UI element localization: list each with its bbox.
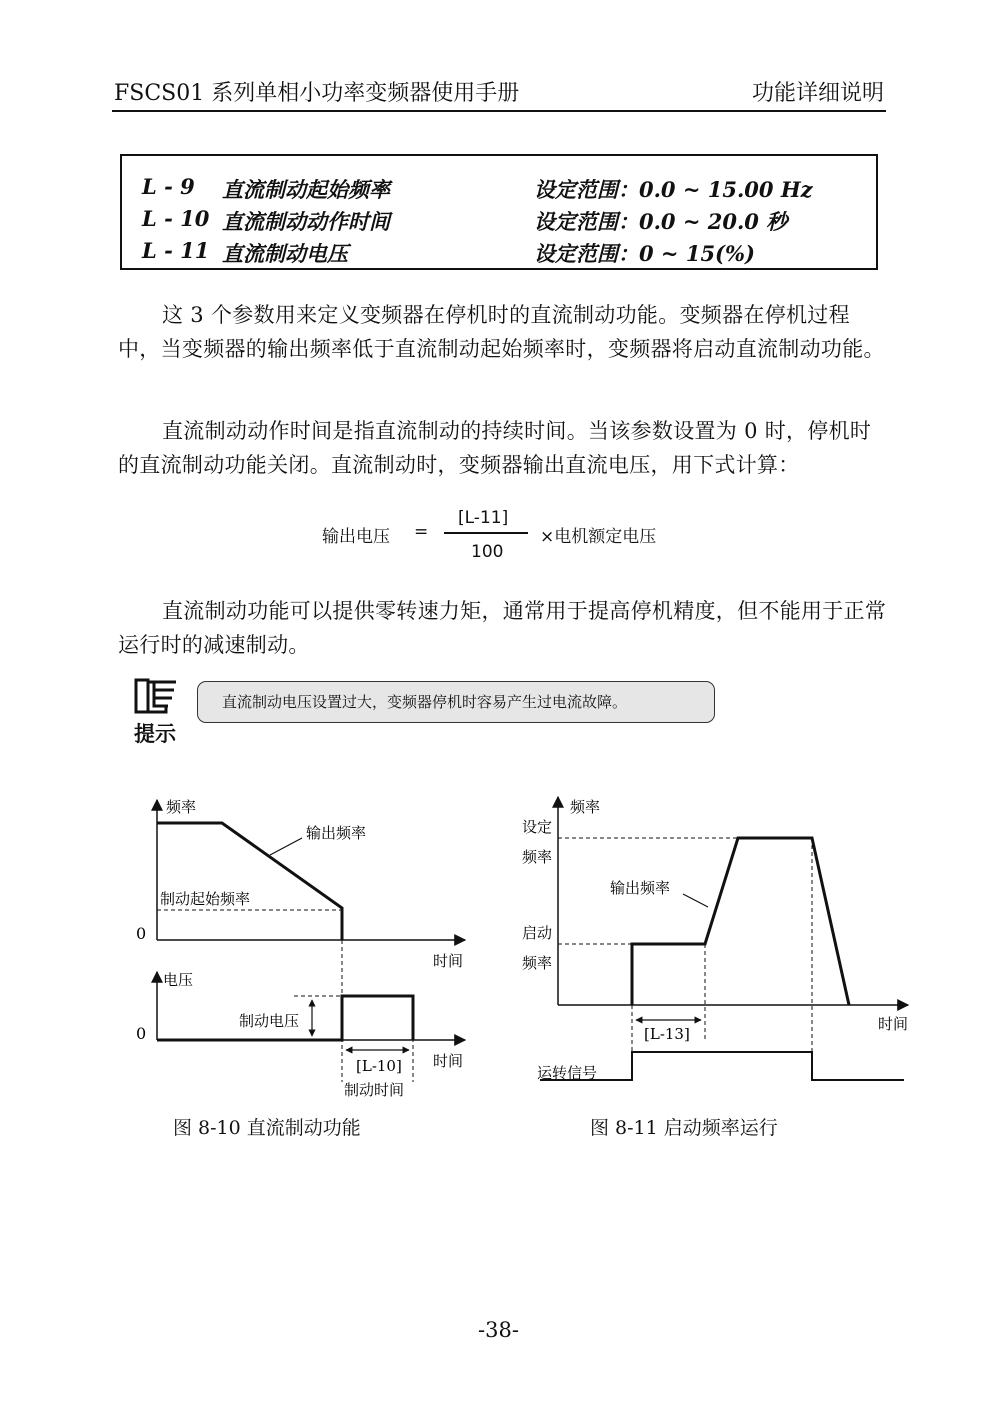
fig11-freq-axis-label: 频率 <box>570 798 601 816</box>
formula-lhs: 输出电压 <box>322 527 390 547</box>
paragraph-3: 直流制动功能可以提供零转速力矩，通常用于提高停机精度，但不能用于正常运行时的减速制动。 <box>118 599 887 657</box>
fig11-start-label-1: 启动 <box>522 924 553 942</box>
fig10-time-label-bottom: 时间 <box>433 1052 464 1070</box>
fig10-output-freq-label: 输出频率 <box>306 824 367 842</box>
fig11-output-freq-label: 输出频率 <box>610 879 671 897</box>
formula-numerator: [L-11] <box>458 508 509 528</box>
fig11-start-label-2: 频率 <box>522 954 553 972</box>
fig11-run-signal-label: 运转信号 <box>537 1064 598 1082</box>
param-range-l10: 设定范围：0.0 ~ 20.0 秒 <box>534 209 788 234</box>
header-section: 功能详细说明 <box>751 81 884 106</box>
fig11-time-label: 时间 <box>878 1015 909 1033</box>
param-range-l9: 设定范围：0.0 ~ 15.00 Hz <box>534 177 813 202</box>
tip-box: 直流制动电压设置过大，变频器停机时容易产生过电流故障。 <box>197 681 715 723</box>
fig10-brake-start-label: 制动起始频率 <box>160 890 251 908</box>
fig10-output-freq-pointer <box>270 838 302 855</box>
formula-rhs: ×电机额定电压 <box>540 527 657 547</box>
fig11-output-freq-line <box>632 838 849 1005</box>
formula-equals: = <box>414 522 429 542</box>
param-code-l10: L - 10 <box>142 206 210 231</box>
fig11-l13-label: [L-13] <box>644 1025 690 1043</box>
fig11-set-label-2: 频率 <box>522 848 553 866</box>
param-code-l9: L - 9 <box>142 174 195 199</box>
param-name-l9: 直流制动起始频率 <box>222 177 390 202</box>
param-name-l10: 直流制动动作时间 <box>222 209 390 234</box>
fig10-freq-axis-label: 频率 <box>166 798 197 816</box>
param-code-l11: L - 11 <box>142 238 210 263</box>
fig10-time-label-top: 时间 <box>433 952 464 970</box>
fig10-brake-time-label: 制动时间 <box>344 1081 405 1099</box>
fig11-output-freq-pointer <box>683 894 708 907</box>
fig10-voltage-axis-label: 电压 <box>163 971 194 989</box>
paragraph-1: 这 3 个参数用来定义变频器在停机时的直流制动功能。变频器在停机过程中，当变频器的输出频率低于直流制动起始频率时，变频器将启动直流制动功能。 <box>118 303 885 361</box>
header-title: FSCS01 系列单相小功率变频器使用手册 <box>114 81 520 106</box>
param-name-l11: 直流制动电压 <box>222 241 348 266</box>
page-number: -38- <box>478 1318 519 1342</box>
fig11-set-label-1: 设定 <box>522 818 553 836</box>
tip-label: 提示 <box>134 722 176 746</box>
fig10-brake-voltage-label: 制动电压 <box>239 1012 300 1030</box>
fig10-caption: 图 8-10 直流制动功能 <box>173 1117 361 1139</box>
fig10-zero-top: 0 <box>136 924 147 943</box>
fig11-caption: 图 8-11 启动频率运行 <box>590 1117 778 1139</box>
paragraph-2: 直流制动动作时间是指直流制动的持续时间。当该参数设置为 0 时，停机时的直流制动功能关闭。直流制动时，变频器输出直流电压，用下式计算： <box>118 419 872 477</box>
fig10-l10-label: [L-10] <box>356 1057 402 1075</box>
fig10-zero-bottom: 0 <box>136 1024 147 1043</box>
formula-denominator: 100 <box>471 542 504 562</box>
param-range-l11: 设定范围：0 ~ 15(%) <box>534 241 755 266</box>
